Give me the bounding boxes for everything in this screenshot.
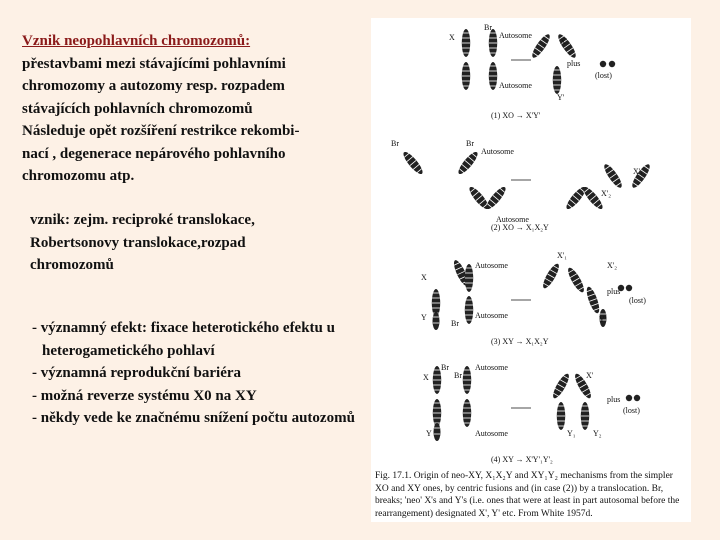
label-lost: (lost)	[629, 296, 646, 305]
intro-line: chromozomy a autozomy resp. rozpadem	[22, 78, 285, 94]
label-br: Br	[391, 139, 399, 148]
label-x2-prime: X'₂	[607, 261, 618, 270]
label-lost: (lost)	[595, 71, 612, 80]
row-4-before	[433, 366, 471, 441]
label-x-prime: X'	[560, 37, 568, 46]
label-x-prime: X'	[586, 371, 594, 380]
row-4-after	[550, 372, 640, 430]
origin-line: vznik: zejm. reciproké translokace,	[30, 212, 255, 228]
label-autosome: Autosome	[475, 311, 508, 320]
origin-paragraph	[30, 209, 360, 277]
label-y1: Y₁	[567, 429, 576, 438]
figure-caption: Fig. 17.1. Origin of neo-XY, X₁X₂Y and XY₁Y₂ mechanisms from the simpler XO and XY ones, by centric fusions and (in case (2)) by a translocation. Br, breaks; 'neo' X's and Y's (i.e. ones that were at least in part autosomal before the rearrangement) designated X', Y' etc. From White 1957d.	[375, 471, 680, 519]
label-br: Br	[466, 139, 474, 148]
chromosome-diagram	[371, 18, 691, 470]
intro-line: nací , degenerace nepárového pohlavního	[22, 145, 286, 162]
equation-4: (4) XY → X'Y'₁Y'₂	[491, 455, 553, 464]
label-y2: Y₂	[593, 429, 602, 438]
effect-item: - možná reverze systému X0 na XY	[32, 387, 257, 404]
label-autosome: Autosome	[499, 31, 532, 40]
slide-title: Vznik neopohlavních chromozomů:	[22, 33, 251, 49]
label-br: Br	[484, 23, 492, 32]
equation-3: (3) XY → X₁X₂Y	[491, 337, 549, 346]
label-plus: plus	[567, 59, 581, 68]
origin-line: chromozomů	[30, 257, 114, 273]
label-x: X	[421, 273, 427, 282]
intro-paragraph	[22, 30, 372, 188]
label-x1-prime: X'₁	[557, 251, 568, 260]
label-plus: plus	[607, 287, 621, 296]
label-autosome: Autosome	[475, 429, 508, 438]
label-y: Y	[421, 313, 427, 322]
label-autosome: Autosome	[481, 147, 514, 156]
label-autosome: Autosome	[499, 81, 532, 90]
label-y-prime: Y'	[599, 315, 607, 324]
label-x: X	[449, 33, 455, 42]
label-y-prime: Y'	[557, 93, 565, 102]
label-autosome: Autosome	[475, 363, 508, 372]
label-x2-prime: X'₂	[601, 189, 612, 198]
label-br: Br	[454, 371, 462, 380]
label-autosome: Autosome	[475, 261, 508, 270]
effect-item: - někdy vede ke značnému snížení počtu autozomů	[32, 410, 355, 426]
row-1-before	[462, 29, 497, 90]
effect-item: - významný efekt: fixace heterotického efektu u heterogametického pohlaví	[32, 320, 335, 359]
intro-line: přestavbami mezi stávajícími pohlavními	[22, 55, 286, 72]
intro-line: Následuje opět rozšíření restrikce rekombi-	[22, 123, 300, 139]
label-br: Br	[451, 319, 459, 328]
label-lost: (lost)	[623, 406, 640, 415]
intro-line: stávajících pohlavních chromozomů	[22, 100, 253, 117]
label-br: Br	[441, 363, 449, 372]
chromosome-figure	[371, 18, 691, 522]
equation-2: (2) XO → X₁X₂Y	[491, 223, 549, 232]
label-plus: plus	[607, 395, 621, 404]
label-x1-prime: X'₁	[633, 167, 644, 176]
label-x: X	[423, 373, 429, 382]
row-2-before	[401, 150, 508, 212]
equation-1: (1) XO → X'Y'	[491, 111, 541, 120]
effect-item: - významná reprodukční bariéra	[32, 365, 242, 381]
effects-list	[30, 317, 360, 430]
label-y: Y	[426, 429, 432, 438]
intro-line: chromozomu atp.	[22, 168, 135, 184]
origin-line: Robertsonovy translokace,rozpad	[30, 234, 246, 251]
label-autosome: Autosome	[496, 215, 529, 224]
